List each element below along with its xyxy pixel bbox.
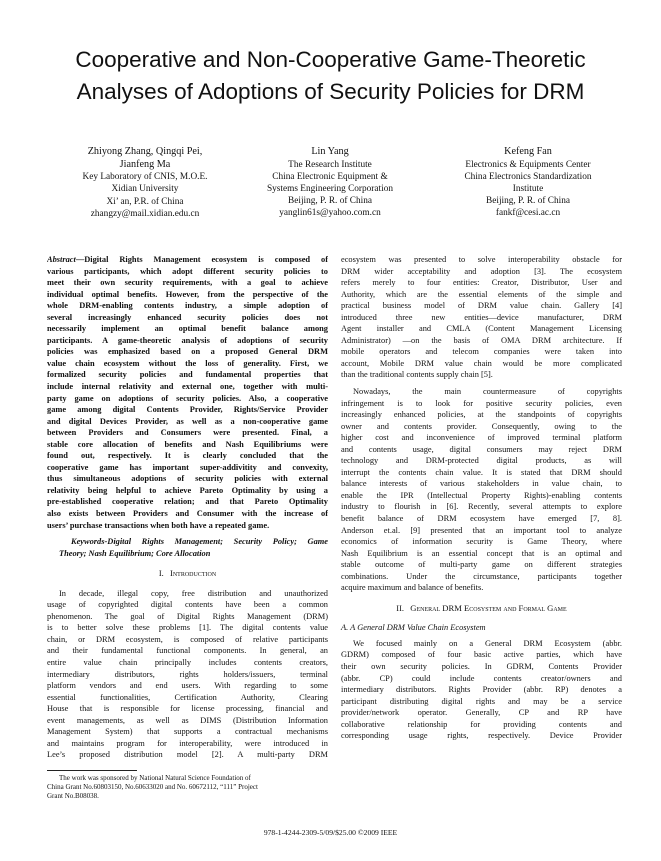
text-line: interrupt the contents chain value. It is stated that DRM should xyxy=(341,467,622,477)
footnote-rule xyxy=(47,770,137,771)
section-heading-general-drm xyxy=(341,603,622,615)
text-line: party game on adoptions of security policies. Also, a cooperative xyxy=(47,393,328,403)
title-line-2: Analyses of Adoptions of Security Policies for DRM xyxy=(76,79,585,104)
text-line: practical business model of DRM value chain. Gallery [4] xyxy=(341,301,622,311)
text-line: than the traditional contents supply chain [5]. xyxy=(341,370,493,380)
text-line: formalized security policies and fundamental properties that xyxy=(47,370,328,380)
text-line: owner and contents provider. Consequently, owing to the xyxy=(341,421,622,431)
text-line: chain, or DRM ecosystem, is composed of relative participants xyxy=(47,634,328,644)
text-line xyxy=(47,254,328,266)
text-line: refers merely to four entities: Creator, Distributor, User and xyxy=(341,278,622,288)
text-line: Nowadays, the main countermeasure of copyrights xyxy=(353,387,622,397)
abstract xyxy=(47,254,328,531)
author-affiliation: Xidian University xyxy=(111,184,179,195)
text-line: stable core allocation of benefits and Nash Equilibriums were xyxy=(47,439,328,449)
author-affiliation: Institute xyxy=(512,184,544,194)
text-line: whole DRM-enabling contents industry, a simple adoption of xyxy=(47,301,328,311)
text-line: collaborative relationship for providing contents and xyxy=(341,719,622,729)
author-block-1 xyxy=(45,146,245,220)
title-line-1: Cooperative and Non-Cooperative Game-Theoretic xyxy=(75,47,586,72)
text-line: their own security policies. In GDRM, Contents Provider xyxy=(341,662,622,671)
text-line: include internal relativity and external one, together with multi- xyxy=(47,382,328,392)
author-affiliation: Systems Engineering Corporation xyxy=(266,184,393,194)
text-line: Anderson et.al. [9] presented that an important tool to analyze xyxy=(341,525,622,535)
text-line: introduced three new entities—device manufacturer, DRM xyxy=(341,312,622,322)
text-line: and maintains program for interoperability, were introduced in xyxy=(47,738,328,748)
text-line: essential functionalities, Certification Authority, Clearing xyxy=(47,692,328,702)
left-column xyxy=(47,254,328,761)
text-line: also exists between Providers and Consumer with the increase of xyxy=(47,509,328,519)
right-column xyxy=(341,254,622,742)
introduction-text xyxy=(47,588,328,761)
author-email: yanglin61s@yahoo.com.cn xyxy=(279,208,381,219)
text-line: Management System) that supports a contractual mechanisms xyxy=(47,727,328,737)
text-line: various participants, which adopt different security policies to xyxy=(47,266,328,276)
text-line: House that is responsible for license processing, financial and xyxy=(47,704,328,714)
paragraph xyxy=(341,386,622,594)
paragraph xyxy=(341,254,622,381)
author-block-3 xyxy=(428,146,628,220)
text-line: entire value chain principally includes contents creators, xyxy=(47,658,328,667)
text-line: acquire maximum and balance of benefits. xyxy=(341,583,484,593)
text-line: GDRM) composed of four basic active parties, which have xyxy=(341,650,622,660)
text-line: (abbr. CP) could include contents creator/owners and xyxy=(341,673,622,683)
text-line: meet their own security requirements, with a goal to achieve xyxy=(47,278,328,288)
text-fragment: —Digital Rights Management ecosystem is composed of xyxy=(75,255,328,264)
text-line: and contents usage, digital consumers may reject DRM xyxy=(341,444,622,454)
text-line: relativity being helpful to achieve Pareto Optimality by using a xyxy=(47,485,328,495)
author-affiliation: China Electronics Standardization xyxy=(464,171,592,182)
text-line: users’ purchase transactions when both have a repeated game. xyxy=(47,520,270,530)
text-line: benefit balance of DRM ecosystem have emerged [7, 8]. xyxy=(341,514,622,524)
text-line: phenomenon. The goal of Digital Rights Management (DRM) xyxy=(47,611,328,621)
footnote-line: Grant No.B08038. xyxy=(47,792,99,800)
text-line: Administrator) —on the basis of OMA DRM architecture. If xyxy=(341,335,622,345)
text-line: cooperative game has important super-addivitity and convexity, xyxy=(47,462,328,472)
text-line: intermediary distributors, rights holders/issuers, terminal xyxy=(47,669,328,679)
section-number: I. xyxy=(158,569,164,579)
text-line: found out, respectively. It is clearly concluded that the xyxy=(47,451,328,461)
paragraph xyxy=(341,638,622,742)
author-affiliation: Key Laboratory of CNIS, M.O.E. xyxy=(82,172,208,183)
author-affiliation: Electronics & Equipments Center xyxy=(465,159,591,170)
text-line: platform vendors and end users. With regarding to some xyxy=(47,681,328,691)
author-name: Lin Yang xyxy=(311,146,349,157)
page-footer: 978-1-4244-2309-5/09/$25.00 ©2009 IEEE xyxy=(263,828,398,837)
text-line: Lee’s proposed distribution model [2]. A multi-party DRM xyxy=(47,750,328,760)
text-line: event managements, as well as DIMS (Distribution Information xyxy=(47,715,328,725)
author-name: Zhiyong Zhang, Qingqi Pei, xyxy=(87,146,203,157)
text-line: is to better solve these problems [1]. The digital contents value xyxy=(47,623,328,633)
text-line: thus simultaneous adoptions of security policies with external xyxy=(47,474,328,484)
text-line: We focused mainly on a General DRM Ecosystem (abbr. xyxy=(353,638,622,648)
text-line: DRM wider acceptability and adoption [3]. The ecosystem xyxy=(341,266,622,276)
footnote-line: China Grant No.60803150, No.60633020 and No. 60672112, “111” Project xyxy=(47,783,258,791)
author-affiliation: China Electronic Equipment & xyxy=(272,171,388,182)
author-name: Kefeng Fan xyxy=(504,146,552,157)
text-line: increasingly enhanced policies, at the standpoints of copyrights xyxy=(341,410,622,420)
text-line: between Providers and Consumers were presented. Final, a xyxy=(47,428,328,438)
text-line: necessarily implement an optimal benefit balance among xyxy=(47,324,328,334)
text-line: participant distributing digital rights and may be a service xyxy=(341,696,622,706)
keywords xyxy=(47,536,328,559)
text-line: game among digital Contents Provider, Rights/Service Provider xyxy=(47,405,328,415)
subsection-heading: A. A General DRM Value Chain Ecosystem xyxy=(341,623,486,633)
author-name: Jianfeng Ma xyxy=(119,158,171,170)
text-line: corresponding usage rights, respectively. Device Provider xyxy=(341,731,622,741)
text-line: Nash Equilibrium is an essential concept that is an optimal and xyxy=(341,548,622,558)
abstract-label: Abstract xyxy=(47,255,76,264)
section-title: Introduction xyxy=(169,568,217,579)
text-line: Theory; Nash Equilibrium; Core Allocation xyxy=(59,548,211,558)
author-email: zhangzy@mail.xidian.edu.cn xyxy=(90,208,200,219)
paper-title xyxy=(20,44,641,108)
text-line: Agent installer and CMLA (Content Management Licensing xyxy=(341,324,622,334)
text-line: provider/network operator. Generally, CP and RP have xyxy=(341,708,622,718)
text-line: participants. A game-theoretic analysis of adoptions of security xyxy=(47,335,328,345)
text-line: higher cost and inconvenience of improved terminal platform xyxy=(341,433,622,443)
text-line: economics of information security is Game Theory, where xyxy=(341,537,622,547)
author-block-2 xyxy=(245,146,415,220)
text-line: and their fundamental functional components. In general, an xyxy=(47,646,328,656)
text-line: combinations. Under the circumstance, participants together xyxy=(341,571,622,581)
text-line: usage of copyrighted digital contents have been a common xyxy=(47,600,328,610)
text-line: and digital Devices Provider, as well as a non-cooperative game xyxy=(47,416,328,426)
text-line: In decade, illegal copy, free distribution and unauthorized xyxy=(59,588,328,598)
text-line: ecosystem was presented to solve interoperability obstacle for xyxy=(341,255,622,264)
text-line: policies was emphasized based on a proposed General DRM xyxy=(47,347,328,357)
text-line: value chain ecosystem without the loss of generality. First, we xyxy=(47,358,328,368)
text-line: mobile operators and telecom companies were taken into xyxy=(341,347,622,357)
author-location: Beijing, P. R. of China xyxy=(486,196,570,207)
text-line: intermediary distributors. Rights Provider (abbr. RP) denotes a xyxy=(341,685,622,695)
text-line: stable outcome of multi-party game on different strategies xyxy=(341,560,622,570)
author-affiliation: The Research Institute xyxy=(288,159,372,170)
author-location: Xi’ an, P.R. of China xyxy=(106,196,184,207)
footnote-line: The work was sponsored by National Natural Science Foundation of xyxy=(59,774,251,782)
text-line: Keywords-Digital Rights Management; Security Policy; Game xyxy=(71,537,328,547)
section-number: II. xyxy=(396,603,404,613)
section-heading-introduction xyxy=(47,568,328,580)
text-line: account, Mobile DRM value chain would be more complicated xyxy=(341,358,622,368)
footnote xyxy=(47,774,328,801)
section-title: General DRM Ecosystem and Formal Game xyxy=(410,602,567,613)
text-line: balance interests of various stakeholders in value chain, to xyxy=(341,479,622,489)
text-line: pre-established cooperative relation; and that Pareto Optimality xyxy=(47,497,328,507)
author-location: Beijing, P. R. of China xyxy=(288,196,372,207)
author-email: fankf@cesi.ac.cn xyxy=(495,208,561,219)
text-line: industry to flourish in [6]. Recently, several attempts to explore xyxy=(341,502,622,512)
text-line: individual optimal benefits. However, from the perspective of the xyxy=(47,289,328,299)
text-line: technology and DRM-protected digital products, as will xyxy=(341,456,622,466)
text-line: infringement is to look for positive security policies, even xyxy=(341,398,622,408)
text-line: several increasingly enhanced security policies does not xyxy=(47,312,328,322)
text-line: enable the IPR (Intellectual Property Rights)-enabling contents xyxy=(341,490,622,500)
text-line: Authority, which are the essential elements of the simple and xyxy=(341,289,622,299)
